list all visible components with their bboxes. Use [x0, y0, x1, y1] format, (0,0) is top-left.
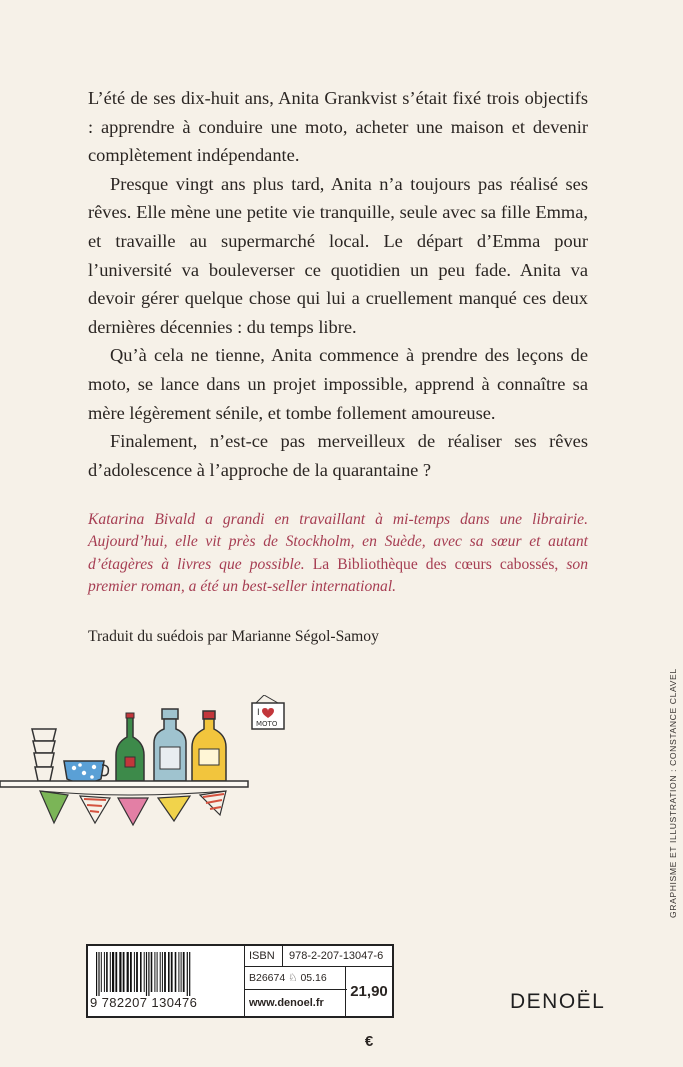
polka-dot-cup-icon [64, 761, 108, 783]
debut-novel-title: La Bibliothèque des cœurs cabossés, [312, 555, 559, 573]
blurb-paragraph-2: Presque vingt ans plus tard, Anita n’a toujours pas réalisé ses rêves. Elle mène une petite vie tranquille, seule avec sa fille Emma, et travaille au supermarché local. Le départ d’Emma pour l’université va bouleverser ce quotidien un peu fade. Anita va devoir gérer quelque chose qui lui a cruellement manqué ces deux dernières décennies : du temps libre. [88, 173, 588, 337]
product-code: B26674 ♘ 05.16 [245, 967, 347, 990]
blurb-paragraph-3: Qu’à cela ne tienne, Anita commence à prendre des leçons de moto, se lance dans un projet impossible, apprend à connaître sa mère légèrement sénile, et tombe follement amoureuse. [88, 345, 588, 423]
publisher-logo: DENOËL [510, 990, 606, 1013]
isbn-row [245, 946, 392, 967]
publisher-website: www.denoel.fr [249, 997, 324, 1009]
blue-bottle-icon [154, 709, 186, 781]
barcode-icon [94, 952, 236, 996]
stacked-cups-icon [32, 729, 56, 781]
green-bottle-icon [116, 713, 144, 781]
isbn-number: 978-2-207-13047-6 [289, 950, 384, 962]
shelf-illustration [0, 695, 300, 845]
blurb-paragraph-1: L’été de ses dix-huit ans, Anita Grankvist s’était fixé trois objectifs : apprendre à conduire une moto, acheter une maison et devenir complètement indépendante. [88, 88, 588, 166]
blurb-paragraph-4: Finalement, n’est-ce pas merveilleux de réaliser ses rêves d’adolescence à l’approche de la quarantaine ? [88, 431, 588, 480]
i-love-moto-sign-icon [252, 695, 284, 729]
pennant-bunting-icon [40, 791, 226, 825]
price: 21,90 € [345, 967, 392, 1016]
yellow-bottle-icon [192, 711, 226, 781]
design-credit: GRAPHISME ET ILLUSTRATION : CONSTANCE CLAVEL [668, 668, 678, 918]
sign-letter: I [257, 708, 260, 718]
isbn-panel [244, 946, 392, 1050]
barcode-digits: 9 782207 130476 [90, 995, 198, 1010]
isbn-label: ISBN [249, 950, 275, 962]
barcode-price-box [86, 944, 394, 1050]
author-bio [88, 509, 588, 599]
sign-text: MOTO [256, 720, 278, 728]
wooden-shelf [0, 781, 248, 787]
author-bio-ending: son premier roman, a été un best-seller international. [88, 555, 588, 596]
translator-credit: Traduit du suédois par Marianne Ségol-Samoy [88, 628, 379, 645]
back-cover-blurb [88, 84, 588, 484]
author-bio-text: Katarina Bivald a grandi en travaillant à mi-temps dans une librairie. Aujourd’hui, elle vit près de Stockholm, en Suède, avec sa sœur et autant d’étagères à livres que possible. [88, 511, 588, 573]
